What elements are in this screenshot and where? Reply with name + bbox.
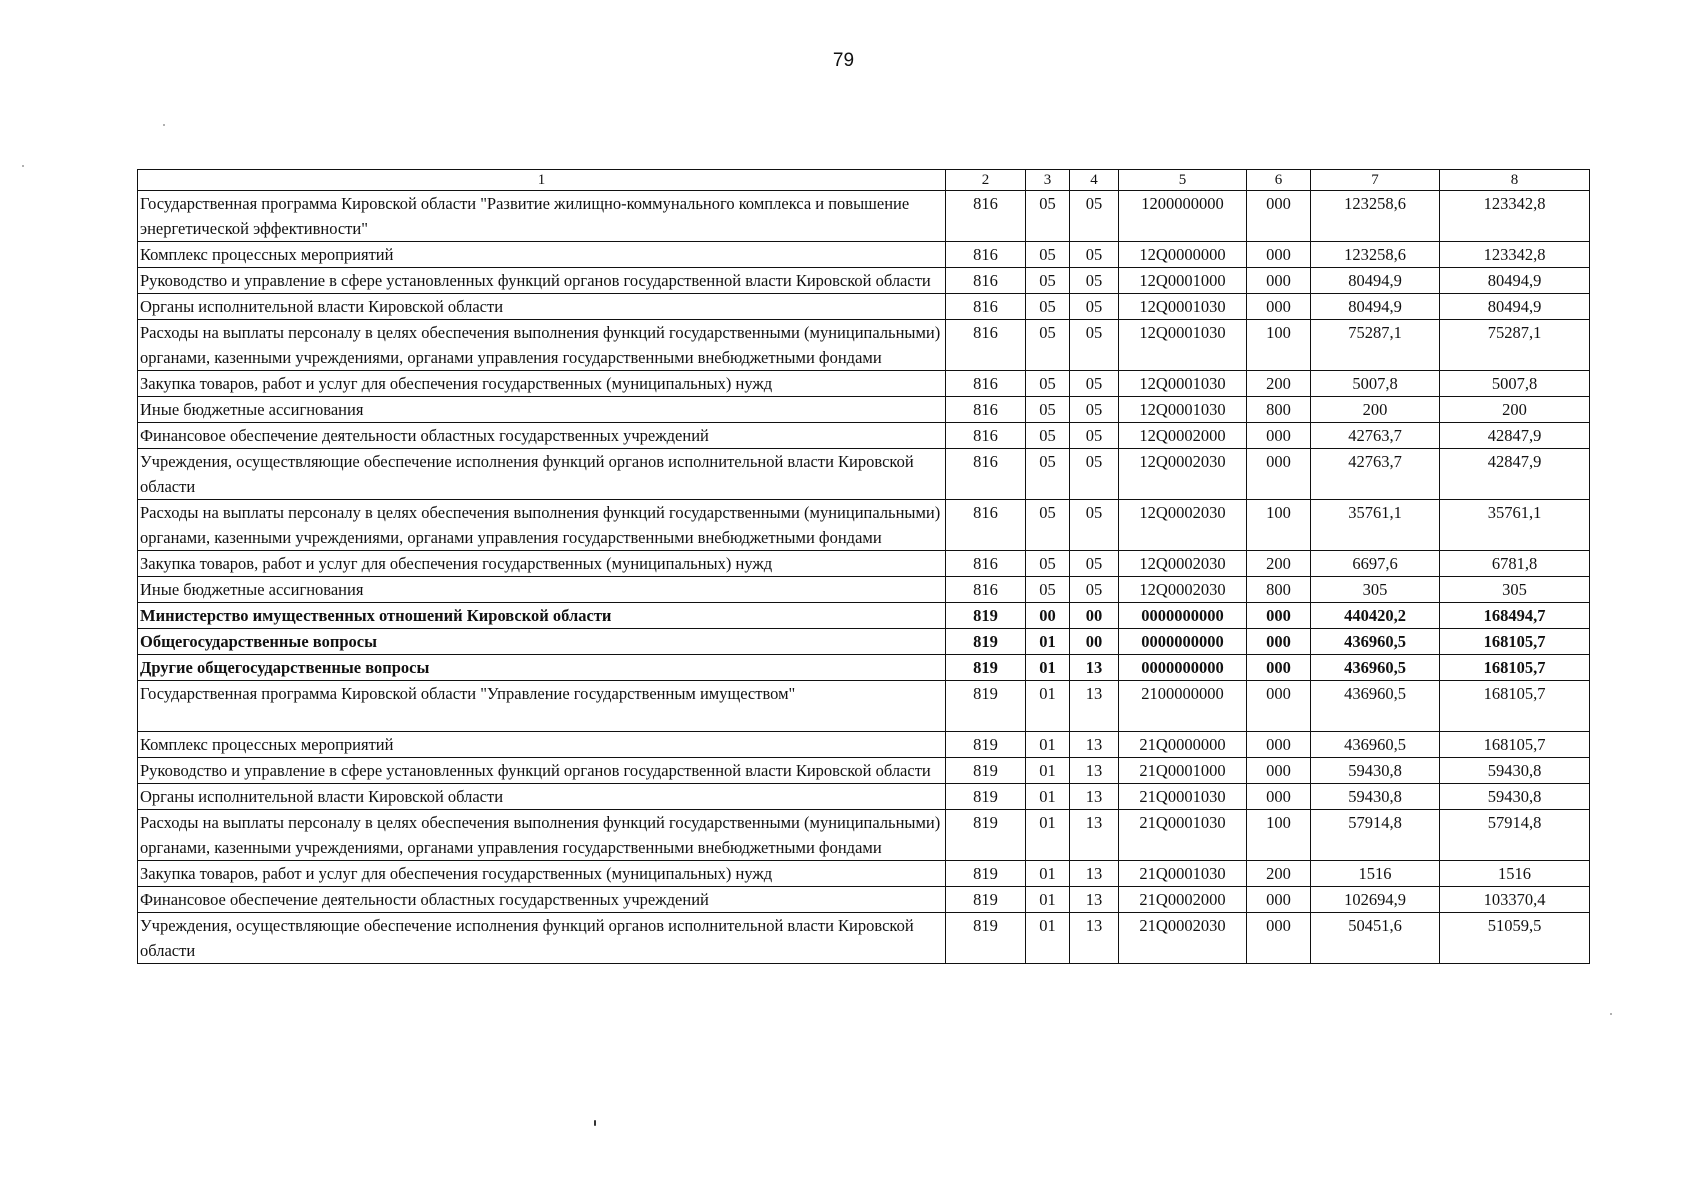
table-row [138,681,1590,732]
col3-cell: 05 [1026,191,1070,242]
col5-cell: 12Q0000000 [1119,242,1247,268]
col8-cell: 42847,9 [1440,449,1590,500]
col7-cell: 42763,7 [1311,423,1440,449]
col5-cell: 21Q0001000 [1119,758,1247,784]
col5-cell: 12Q0001030 [1119,397,1247,423]
col8-cell: 123342,8 [1440,242,1590,268]
col4-cell: 13 [1070,655,1119,681]
col5-cell: 21Q0002000 [1119,887,1247,913]
col2-cell: 816 [946,423,1026,449]
col5-cell: 0000000000 [1119,629,1247,655]
col6-cell: 000 [1247,423,1311,449]
row-name-cell: Закупка товаров, работ и услуг для обеспечения государственных (муниципальных) нужд [138,371,946,397]
col2-cell: 819 [946,861,1026,887]
header-row [138,170,1590,191]
col6-cell: 000 [1247,191,1311,242]
col8-cell: 6781,8 [1440,551,1590,577]
col2-cell: 819 [946,887,1026,913]
col7-cell: 440420,2 [1311,603,1440,629]
col6-cell: 000 [1247,242,1311,268]
col5-cell: 2100000000 [1119,681,1247,732]
col2-cell: 819 [946,784,1026,810]
col6-cell: 000 [1247,758,1311,784]
table-row [138,913,1590,964]
col8-cell: 168494,7 [1440,603,1590,629]
col5-cell: 21Q0000000 [1119,732,1247,758]
col7-cell: 80494,9 [1311,294,1440,320]
table-row [138,629,1590,655]
col3-cell: 01 [1026,732,1070,758]
col6-cell: 000 [1247,603,1311,629]
col7-cell: 59430,8 [1311,784,1440,810]
col6-cell: 100 [1247,500,1311,551]
col6-cell: 000 [1247,887,1311,913]
col6-cell: 000 [1247,268,1311,294]
col5-cell: 12Q0001030 [1119,320,1247,371]
col8-cell: 75287,1 [1440,320,1590,371]
table-row [138,887,1590,913]
col3-cell: 01 [1026,810,1070,861]
col7-cell: 59430,8 [1311,758,1440,784]
col8-cell: 51059,5 [1440,913,1590,964]
col7-cell: 102694,9 [1311,887,1440,913]
col7-cell: 80494,9 [1311,268,1440,294]
table-row [138,500,1590,551]
col5-cell: 12Q0002030 [1119,500,1247,551]
row-name-cell: Комплекс процессных мероприятий [138,732,946,758]
row-name-cell: Органы исполнительной власти Кировской области [138,784,946,810]
col2-cell: 819 [946,655,1026,681]
col3-cell: 01 [1026,655,1070,681]
col3-cell: 05 [1026,294,1070,320]
table-row [138,758,1590,784]
header-cell-8: 8 [1440,170,1590,191]
col6-cell: 000 [1247,629,1311,655]
col7-cell: 436960,5 [1311,655,1440,681]
table-row [138,449,1590,500]
table-row [138,268,1590,294]
col4-cell: 05 [1070,371,1119,397]
col4-cell: 05 [1070,551,1119,577]
col8-cell: 103370,4 [1440,887,1590,913]
col6-cell: 000 [1247,294,1311,320]
col4-cell: 00 [1070,629,1119,655]
table-row [138,784,1590,810]
col3-cell: 05 [1026,268,1070,294]
table-row [138,732,1590,758]
col8-cell: 80494,9 [1440,294,1590,320]
row-name-cell: Учреждения, осуществляющие обеспечение исполнения функций органов исполнительной власти Кировской области [138,913,946,964]
col8-cell: 42847,9 [1440,423,1590,449]
col3-cell: 01 [1026,629,1070,655]
col7-cell: 50451,6 [1311,913,1440,964]
col2-cell: 816 [946,551,1026,577]
col6-cell: 000 [1247,655,1311,681]
table-row [138,861,1590,887]
col4-cell: 05 [1070,449,1119,500]
table-row [138,577,1590,603]
header-cell-7: 7 [1311,170,1440,191]
col4-cell: 13 [1070,681,1119,732]
col2-cell: 819 [946,603,1026,629]
col6-cell: 200 [1247,551,1311,577]
col8-cell: 168105,7 [1440,655,1590,681]
col7-cell: 57914,8 [1311,810,1440,861]
col3-cell: 05 [1026,449,1070,500]
row-name-cell: Иные бюджетные ассигнования [138,397,946,423]
row-name-cell: Расходы на выплаты персоналу в целях обеспечения выполнения функций государственными (муниципальными) органами, казенными учреждениями, органами управления государственными внебюджетными фондами [138,810,946,861]
row-name-cell: Государственная программа Кировской области "Управление государственным имуществом" [138,681,946,732]
col4-cell: 05 [1070,268,1119,294]
col3-cell: 05 [1026,320,1070,371]
col3-cell: 01 [1026,861,1070,887]
col4-cell: 05 [1070,423,1119,449]
col2-cell: 816 [946,242,1026,268]
col7-cell: 123258,6 [1311,191,1440,242]
row-name-cell: Комплекс процессных мероприятий [138,242,946,268]
col3-cell: 05 [1026,397,1070,423]
col7-cell: 200 [1311,397,1440,423]
table-row [138,242,1590,268]
col3-cell: 01 [1026,784,1070,810]
col3-cell: 01 [1026,758,1070,784]
col2-cell: 819 [946,629,1026,655]
col6-cell: 000 [1247,784,1311,810]
col2-cell: 816 [946,371,1026,397]
col8-cell: 168105,7 [1440,629,1590,655]
col4-cell: 05 [1070,397,1119,423]
col8-cell: 57914,8 [1440,810,1590,861]
row-name-cell: Общегосударственные вопросы [138,629,946,655]
col3-cell: 05 [1026,577,1070,603]
col8-cell: 59430,8 [1440,758,1590,784]
row-name-cell: Иные бюджетные ассигнования [138,577,946,603]
col6-cell: 000 [1247,681,1311,732]
col5-cell: 21Q0001030 [1119,861,1247,887]
col6-cell: 200 [1247,371,1311,397]
header-cell-1: 1 [138,170,946,191]
row-name-cell: Финансовое обеспечение деятельности областных государственных учреждений [138,423,946,449]
col5-cell: 12Q0002000 [1119,423,1247,449]
col5-cell: 0000000000 [1119,655,1247,681]
col2-cell: 819 [946,732,1026,758]
header-cell-4: 4 [1070,170,1119,191]
col8-cell: 168105,7 [1440,681,1590,732]
row-name-cell: Органы исполнительной власти Кировской области [138,294,946,320]
page-number: 79 [832,50,855,71]
col3-cell: 01 [1026,913,1070,964]
col7-cell: 35761,1 [1311,500,1440,551]
col4-cell: 13 [1070,758,1119,784]
col2-cell: 819 [946,913,1026,964]
col2-cell: 819 [946,681,1026,732]
col4-cell: 00 [1070,603,1119,629]
col3-cell: 01 [1026,887,1070,913]
col7-cell: 305 [1311,577,1440,603]
col2-cell: 816 [946,320,1026,371]
table-row [138,320,1590,371]
col5-cell: 21Q0001030 [1119,784,1247,810]
col3-cell: 05 [1026,551,1070,577]
col3-cell: 05 [1026,371,1070,397]
table-row [138,371,1590,397]
col6-cell: 200 [1247,861,1311,887]
col4-cell: 13 [1070,810,1119,861]
col6-cell: 800 [1247,397,1311,423]
col2-cell: 816 [946,449,1026,500]
row-name-cell: Расходы на выплаты персоналу в целях обеспечения выполнения функций государственными (муниципальными) органами, казенными учреждениями, органами управления государственными внебюджетными фондами [138,500,946,551]
col8-cell: 1516 [1440,861,1590,887]
col8-cell: 59430,8 [1440,784,1590,810]
col5-cell: 21Q0002030 [1119,913,1247,964]
row-name-cell: Другие общегосударственные вопросы [138,655,946,681]
col8-cell: 80494,9 [1440,268,1590,294]
col2-cell: 816 [946,397,1026,423]
col2-cell: 819 [946,758,1026,784]
col3-cell: 05 [1026,500,1070,551]
header-cell-3: 3 [1026,170,1070,191]
table-row [138,603,1590,629]
col4-cell: 13 [1070,784,1119,810]
col8-cell: 305 [1440,577,1590,603]
header-cell-6: 6 [1247,170,1311,191]
col8-cell: 200 [1440,397,1590,423]
col7-cell: 436960,5 [1311,732,1440,758]
col6-cell: 100 [1247,810,1311,861]
col3-cell: 05 [1026,242,1070,268]
col6-cell: 800 [1247,577,1311,603]
col2-cell: 816 [946,268,1026,294]
col6-cell: 100 [1247,320,1311,371]
col7-cell: 436960,5 [1311,629,1440,655]
col3-cell: 05 [1026,423,1070,449]
col5-cell: 0000000000 [1119,603,1247,629]
col7-cell: 5007,8 [1311,371,1440,397]
col8-cell: 168105,7 [1440,732,1590,758]
col7-cell: 1516 [1311,861,1440,887]
col4-cell: 13 [1070,887,1119,913]
col4-cell: 05 [1070,577,1119,603]
col8-cell: 5007,8 [1440,371,1590,397]
row-name-cell: Учреждения, осуществляющие обеспечение исполнения функций органов исполнительной власти Кировской области [138,449,946,500]
col2-cell: 819 [946,810,1026,861]
row-name-cell: Закупка товаров, работ и услуг для обеспечения государственных (муниципальных) нужд [138,551,946,577]
col4-cell: 13 [1070,913,1119,964]
col2-cell: 816 [946,500,1026,551]
col4-cell: 05 [1070,294,1119,320]
header-cell-2: 2 [946,170,1026,191]
col7-cell: 6697,6 [1311,551,1440,577]
row-name-cell: Финансовое обеспечение деятельности областных государственных учреждений [138,887,946,913]
budget-table [137,169,1590,964]
row-name-cell: Государственная программа Кировской области "Развитие жилищно-коммунального комплекса и повышение энергетической эффективности" [138,191,946,242]
col5-cell: 12Q0001030 [1119,294,1247,320]
col5-cell: 12Q0002030 [1119,449,1247,500]
col5-cell: 12Q0002030 [1119,551,1247,577]
table-row [138,294,1590,320]
table-row [138,551,1590,577]
col5-cell: 1200000000 [1119,191,1247,242]
col5-cell: 12Q0002030 [1119,577,1247,603]
table-row [138,810,1590,861]
table-row [138,423,1590,449]
col4-cell: 05 [1070,191,1119,242]
table-row [138,655,1590,681]
col3-cell: 00 [1026,603,1070,629]
row-name-cell: Расходы на выплаты персоналу в целях обеспечения выполнения функций государственными (муниципальными) органами, казенными учреждениями, органами управления государственными внебюджетными фондами [138,320,946,371]
col4-cell: 05 [1070,320,1119,371]
row-name-cell: Руководство и управление в сфере установленных функций органов государственной власти Кировской области [138,268,946,294]
col3-cell: 01 [1026,681,1070,732]
col6-cell: 000 [1247,732,1311,758]
table-row [138,191,1590,242]
col4-cell: 13 [1070,732,1119,758]
col7-cell: 123258,6 [1311,242,1440,268]
row-name-cell: Закупка товаров, работ и услуг для обеспечения государственных (муниципальных) нужд [138,861,946,887]
header-cell-5: 5 [1119,170,1247,191]
col5-cell: 21Q0001030 [1119,810,1247,861]
col7-cell: 436960,5 [1311,681,1440,732]
col4-cell: 05 [1070,242,1119,268]
row-name-cell: Руководство и управление в сфере установленных функций органов государственной власти Кировской области [138,758,946,784]
col4-cell: 13 [1070,861,1119,887]
col7-cell: 42763,7 [1311,449,1440,500]
col7-cell: 75287,1 [1311,320,1440,371]
col2-cell: 816 [946,294,1026,320]
col2-cell: 816 [946,191,1026,242]
col6-cell: 000 [1247,913,1311,964]
col2-cell: 816 [946,577,1026,603]
col6-cell: 000 [1247,449,1311,500]
col4-cell: 05 [1070,500,1119,551]
col5-cell: 12Q0001030 [1119,371,1247,397]
table-row [138,397,1590,423]
row-name-cell: Министерство имущественных отношений Кировской области [138,603,946,629]
col5-cell: 12Q0001000 [1119,268,1247,294]
col8-cell: 123342,8 [1440,191,1590,242]
col8-cell: 35761,1 [1440,500,1590,551]
